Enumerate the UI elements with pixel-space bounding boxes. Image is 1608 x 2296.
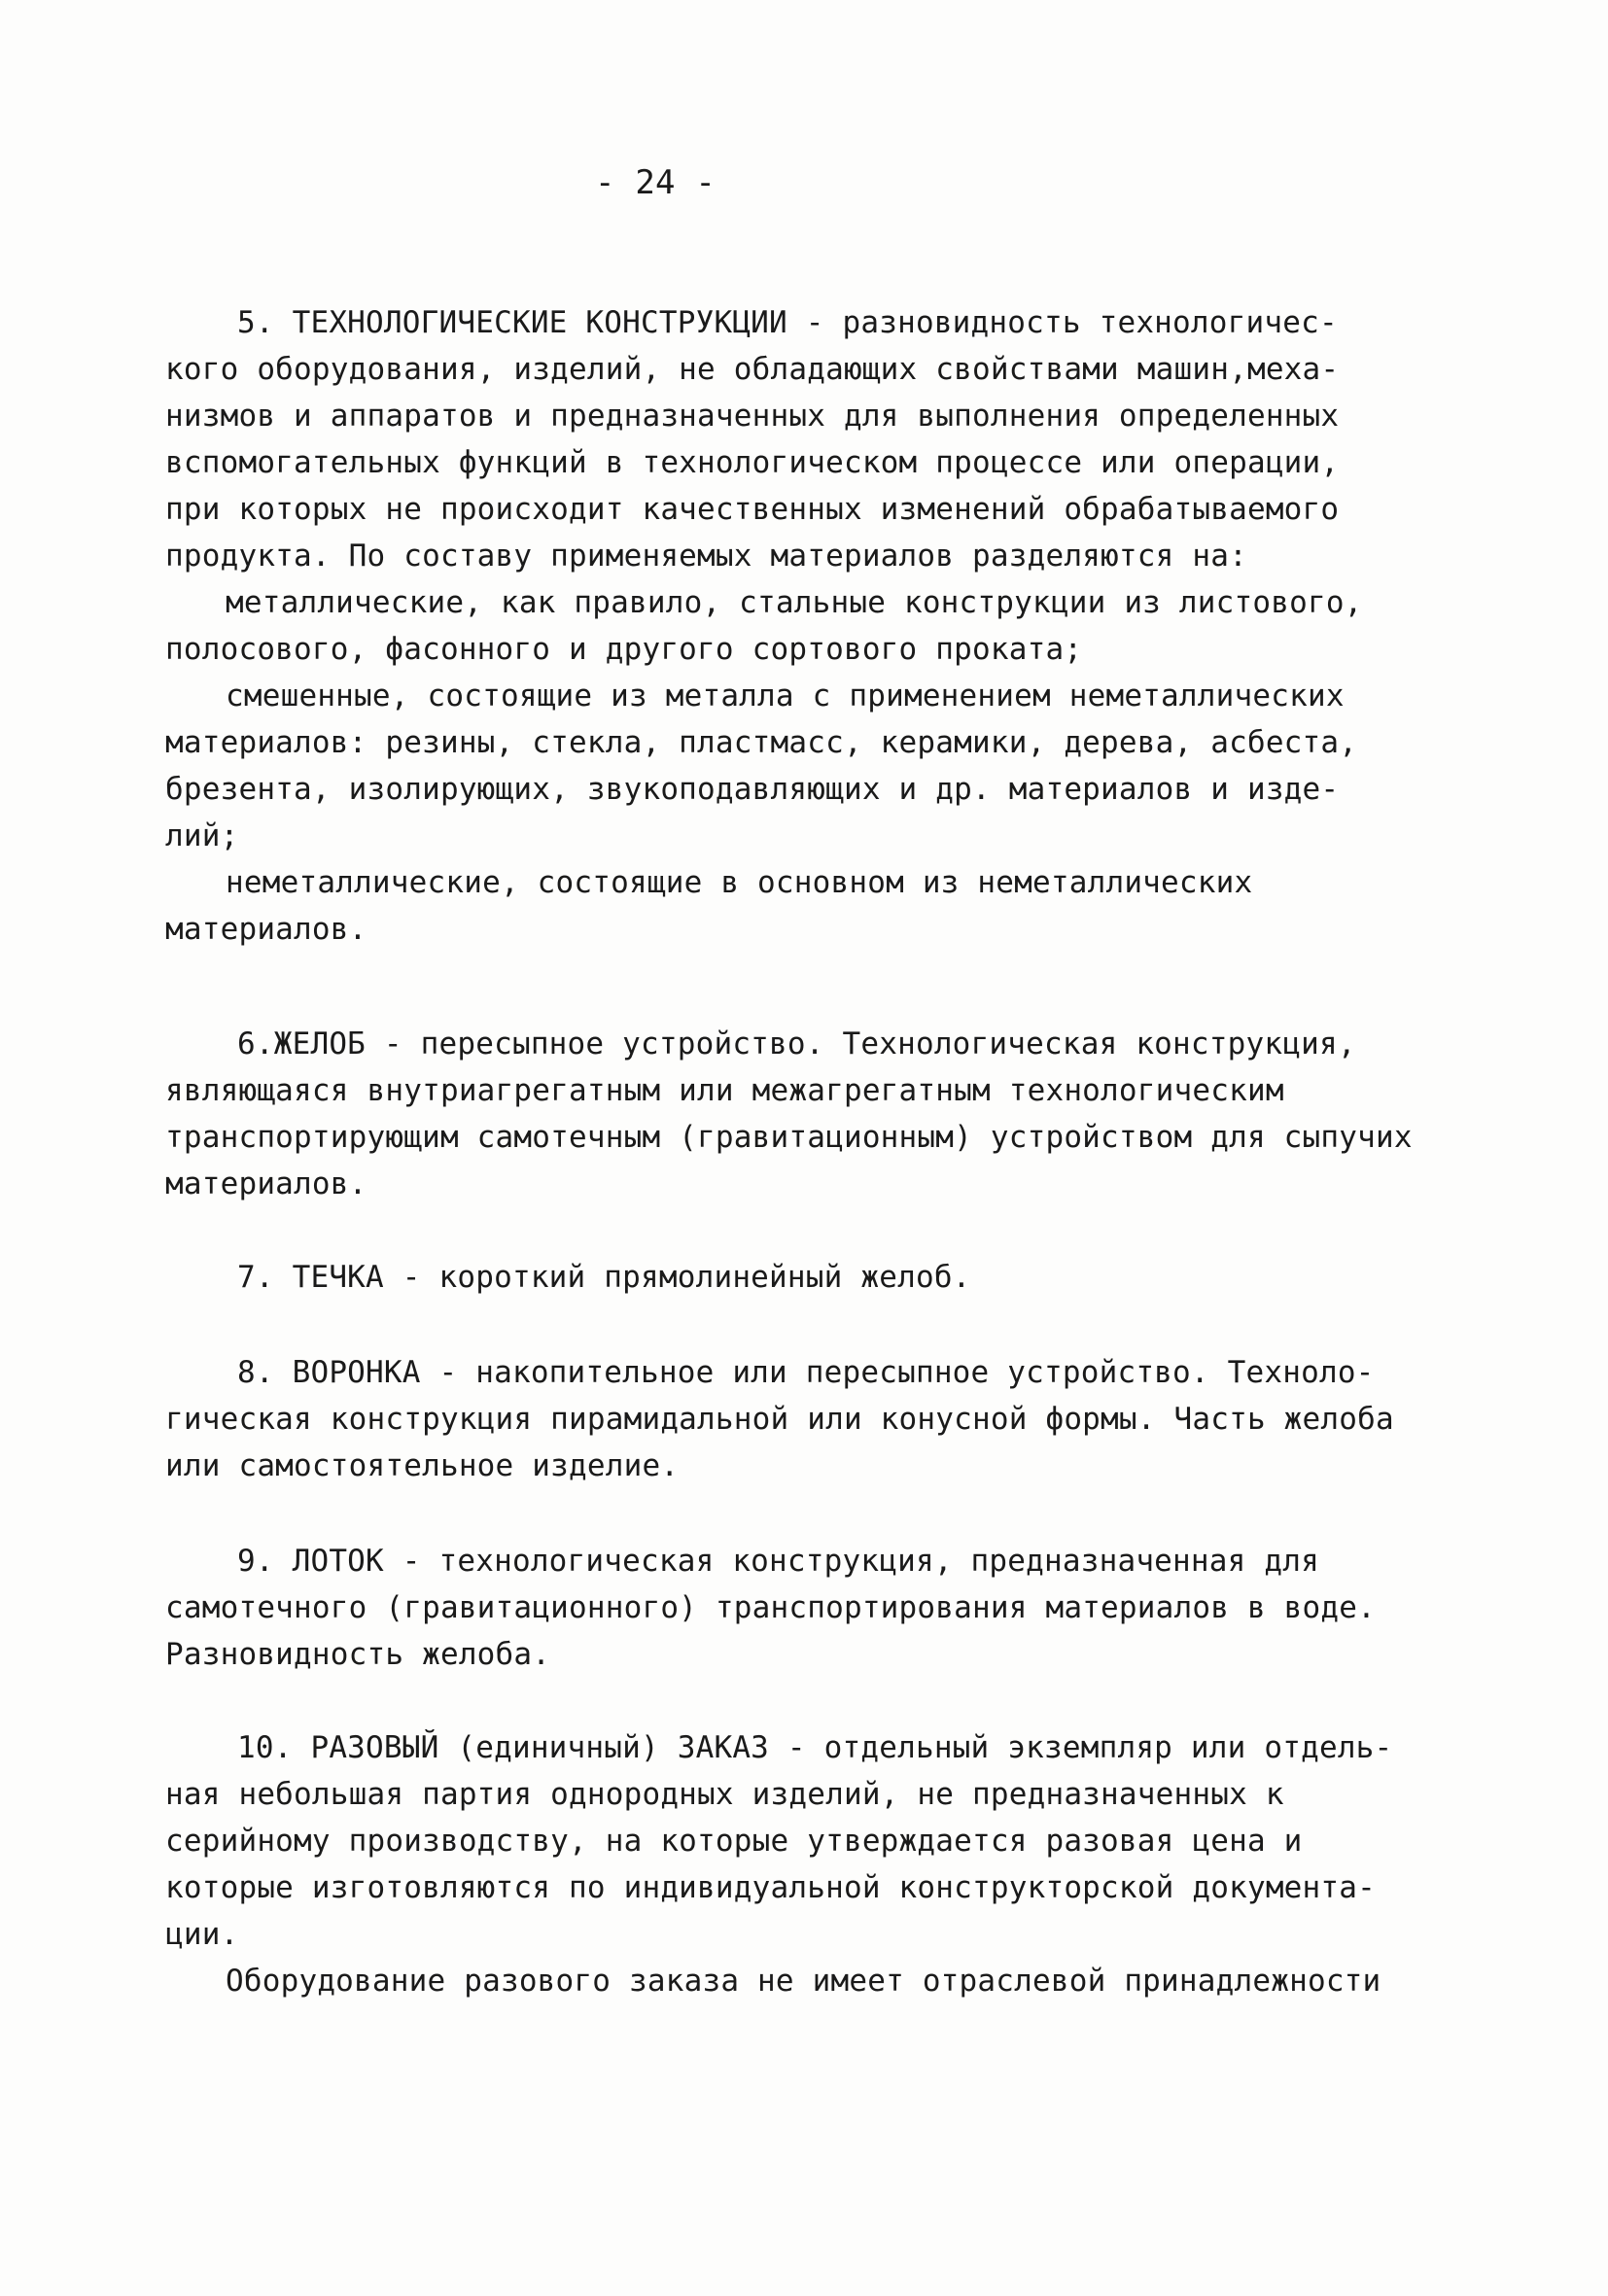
text-line: при которых не происходит качественных изменений обрабатываемого bbox=[165, 492, 1340, 527]
text-line: 8. ВОРОНКА - накопительное или пересыпное устройство. Техноло- bbox=[237, 1355, 1375, 1390]
text-line: продукта. По составу применяемых материалов разделяются на: bbox=[165, 539, 1247, 574]
text-line: серийному производству, на которые утверждается разовая цена и bbox=[165, 1824, 1303, 1859]
text-line: брезента, изолирующих, звукоподавляющих и др. материалов и изде- bbox=[165, 772, 1340, 807]
page-number: - 24 - bbox=[595, 163, 717, 202]
text-line: низмов и аппаратов и предназначенных для выполнения определенных bbox=[165, 399, 1340, 434]
text-line: лий; bbox=[165, 818, 239, 853]
text-line: смешенные, состоящие из металла с применением неметаллических bbox=[226, 678, 1345, 713]
text-line: ная небольшая партия однородных изделий, не предназначенных к bbox=[165, 1777, 1284, 1812]
text-line: вспомогательных функций в технологическом процессе или операции, bbox=[165, 445, 1340, 480]
text-line: материалов: резины, стекла, пластмасс, керамики, дерева, асбеста, bbox=[165, 725, 1358, 760]
text-line: 9. ЛОТОК - технологическая конструкция, предназначенная для bbox=[237, 1544, 1319, 1579]
section-10-one-off-order bbox=[165, 1724, 1429, 2004]
text-line: 10. РАЗОВЫЙ (единичный) ЗАКАЗ - отдельный экземпляр или отдель- bbox=[237, 1730, 1393, 1765]
text-line: Разновидность желоба. bbox=[165, 1637, 551, 1672]
text-line: 6.ЖЕЛОБ - пересыпное устройство. Технологическая конструкция, bbox=[237, 1026, 1356, 1061]
section-8-funnel bbox=[165, 1349, 1429, 1489]
text-line: которые изготовляются по индивидуальной конструкторской документа- bbox=[165, 1870, 1376, 1905]
text-line: металлические, как правило, стальные конструкции из листового, bbox=[226, 585, 1363, 620]
section-6-chute bbox=[165, 1021, 1429, 1207]
text-line: самотечного (гравитационного) транспортирования материалов в воде. bbox=[165, 1590, 1376, 1625]
section-7-spout bbox=[165, 1254, 1429, 1301]
text-line: материалов. bbox=[165, 912, 367, 947]
section-5-technological-constructions bbox=[165, 299, 1429, 953]
text-line: 5. ТЕХНОЛОГИЧЕСКИЕ КОНСТРУКЦИИ - разновидность технологичес- bbox=[237, 305, 1338, 340]
text-line: ции. bbox=[165, 1917, 239, 1952]
text-line: полосового, фасонного и другого сортового проката; bbox=[165, 632, 1083, 667]
text-line: являющаяся внутриагрегатным или межагрегатным технологическим bbox=[165, 1073, 1284, 1108]
text-line: транспортирующим самотечным (гравитационным) устройством для сыпучих bbox=[165, 1120, 1413, 1155]
text-line: или самостоятельное изделие. bbox=[165, 1448, 680, 1483]
text-line: 7. ТЕЧКА - короткий прямолинейный желоб. bbox=[237, 1260, 971, 1295]
section-9-tray bbox=[165, 1538, 1429, 1678]
text-line: кого оборудования, изделий, не обладающих свойствами машин,меха- bbox=[165, 352, 1340, 387]
text-line: гическая конструкция пирамидальной или конусной формы. Часть желоба bbox=[165, 1402, 1394, 1437]
text-line: Оборудование разового заказа не имеет отраслевой принадлежности bbox=[226, 1964, 1381, 1999]
text-line: материалов. bbox=[165, 1166, 367, 1201]
text-line: неметаллические, состоящие в основном из неметаллических bbox=[226, 865, 1253, 900]
